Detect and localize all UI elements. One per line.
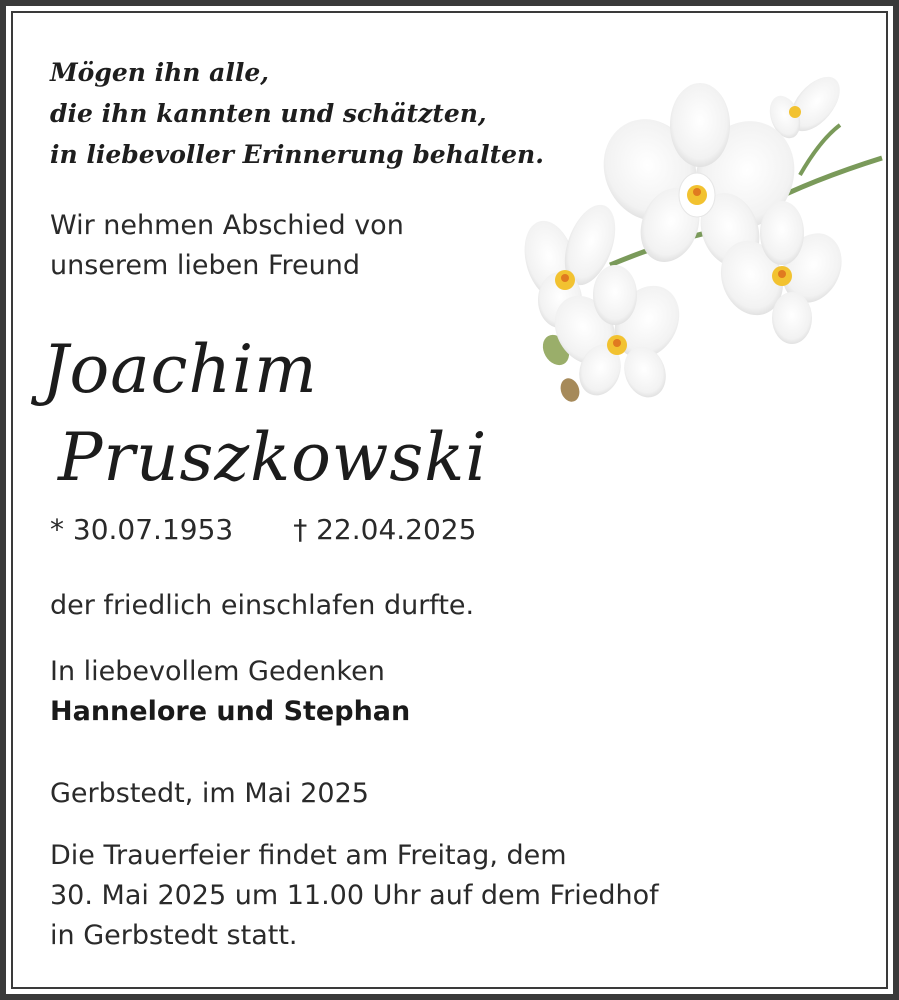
service-info [50, 836, 659, 956]
mourners-names: Hannelore und Stephan [50, 696, 411, 727]
intro-text [50, 206, 404, 286]
verse-line: in liebevoller Erinnerung behalten. [50, 140, 544, 169]
birth-date: * 30.07.1953 [50, 513, 234, 546]
life-dates [50, 510, 476, 550]
death-date: † 22.04.2025 [293, 513, 477, 546]
deceased-last-name: Pruszkowski [58, 419, 488, 496]
memorial-block [50, 652, 410, 732]
orchid-icon [520, 50, 886, 405]
memorial-line: In liebevollem Gedenken [50, 656, 385, 687]
intro-line: unserem lieben Freund [50, 250, 361, 281]
verse [50, 52, 544, 175]
service-line: in Gerbstedt statt. [50, 920, 298, 951]
verse-line: Mögen ihn alle, [50, 58, 269, 87]
intro-line: Wir nehmen Abschied von [50, 210, 404, 241]
passing-text: der friedlich einschlafen durfte. [50, 590, 475, 621]
verse-line: die ihn kannten und schätzten, [50, 99, 487, 128]
deceased-first-name: Joachim [42, 331, 318, 408]
place-date: Gerbstedt, im Mai 2025 [50, 778, 369, 809]
service-line: Die Trauerfeier findet am Freitag, dem [50, 840, 567, 871]
service-line: 30. Mai 2025 um 11.00 Uhr auf dem Friedhof [50, 880, 659, 911]
